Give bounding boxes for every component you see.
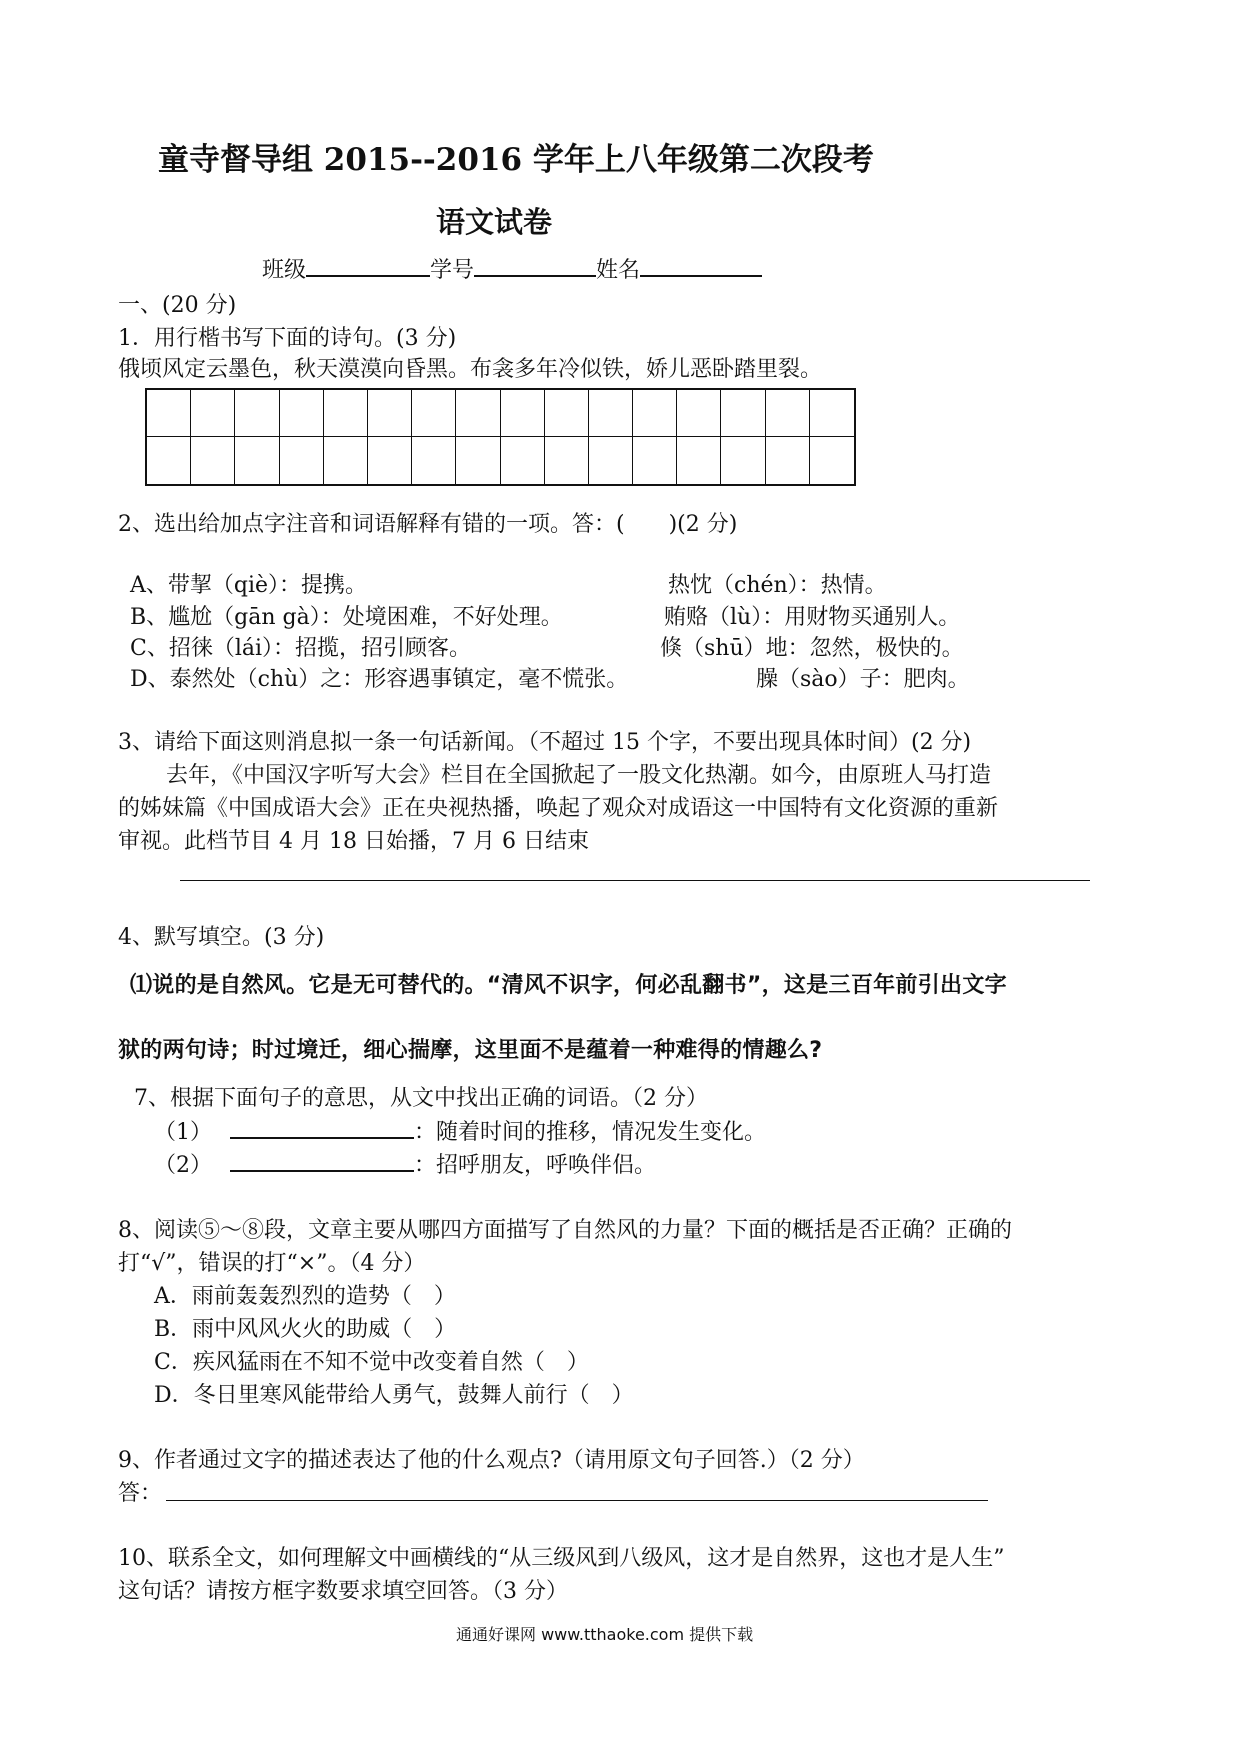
- grid-cell[interactable]: [456, 437, 500, 484]
- grid-cell[interactable]: [766, 437, 810, 484]
- grid-cell[interactable]: [280, 390, 324, 437]
- q4-prompt: 4、默写填空。(3 分): [118, 925, 325, 950]
- q10-prompt-line-1: 10、联系全文，如何理解文中画横线的“从三级风到八级风，这才是自然界，这也才是人生”: [118, 1546, 1005, 1571]
- grid-cell[interactable]: [766, 390, 810, 437]
- class-field[interactable]: [306, 255, 430, 277]
- q7-item-2-text: ：招呼朋友，呼唤伴侣。: [414, 1153, 657, 1178]
- q8-option-d[interactable]: D．冬日里寒风能带给人勇气，鼓舞人前行（ ）: [154, 1383, 634, 1408]
- q7-item-1-num: （1）: [154, 1120, 212, 1145]
- exam-subtitle: 语文试卷: [436, 205, 553, 239]
- q1-poem: 俄顷风定云墨色，秋天漠漠向昏黑。布衾多年冷似铁，娇儿恶卧踏里裂。: [118, 357, 823, 382]
- grid-cell[interactable]: [501, 437, 545, 484]
- grid-cell[interactable]: [235, 390, 279, 437]
- grid-cell[interactable]: [456, 390, 500, 437]
- name-field[interactable]: [640, 255, 762, 277]
- grid-cell[interactable]: [412, 390, 456, 437]
- name-label: 姓名: [596, 258, 641, 283]
- q8-prompt-line-2: 打“√”，错误的打“×”。（4 分）: [118, 1251, 426, 1276]
- q7-blank-1[interactable]: [230, 1117, 414, 1139]
- q4-passage-line-1: ⑴说的是自然风。它是无可替代的。“清风不识字，何必乱翻书”，这是三百年前引出文字: [130, 973, 1007, 998]
- q7-item-1: [230, 1115, 766, 1146]
- number-label: 学号: [430, 258, 475, 283]
- section-one-label: 一、(20 分): [118, 293, 237, 318]
- q2-option-a-right: 热忱（chén）：热情。: [668, 573, 887, 598]
- grid-cell[interactable]: [633, 390, 677, 437]
- q9-answer-label: 答：: [118, 1481, 163, 1506]
- q7-prompt: 7、根据下面句子的意思，从文中找出正确的词语。（2 分）: [134, 1086, 708, 1111]
- q8-prompt-line-1: 8、阅读⑤～⑧段，文章主要从哪四方面描写了自然风的力量？下面的概括是否正确？正确的: [118, 1218, 1013, 1243]
- q3-paragraph-line-1: 去年，《中国汉字听写大会》栏目在全国掀起了一股文化热潮。如今，由原班人马打造: [166, 763, 992, 788]
- grid-cell[interactable]: [235, 437, 279, 484]
- grid-cell[interactable]: [147, 390, 191, 437]
- grid-cell[interactable]: [412, 437, 456, 484]
- number-field[interactable]: [474, 255, 596, 277]
- grid-cell[interactable]: [191, 437, 235, 484]
- q9-answer-line[interactable]: [166, 1500, 988, 1501]
- grid-cell[interactable]: [677, 390, 721, 437]
- grid-cell[interactable]: [368, 437, 412, 484]
- q2-prompt: 2、选出给加点字注音和词语解释有错的一项。答：( )(2 分): [118, 512, 738, 537]
- q2-option-d-left: D、泰然处（chù）之：形容遇事镇定，毫不慌张。: [130, 667, 629, 692]
- q3-prompt: 3、请给下面这则消息拟一条一句话新闻。（不超过 15 个字，不要出现具体时间）(2 分): [118, 730, 972, 755]
- grid-cell[interactable]: [589, 437, 633, 484]
- grid-cell[interactable]: [545, 390, 589, 437]
- grid-cell[interactable]: [324, 437, 368, 484]
- q2-option-c-right: 倏（shū）地：忽然，极快的。: [660, 636, 964, 661]
- q2-option-a-left: A、带挈（qiè）：提携。: [130, 573, 368, 598]
- q2-option-b-right: 贿赂（lù）：用财物买通别人。: [664, 605, 961, 630]
- footer-source: 通通好课网 www.tthaoke.com 提供下载: [456, 1625, 754, 1644]
- q3-paragraph-line-3: 审视。此档节目 4 月 18 日始播，7 月 6 日结束: [118, 829, 589, 854]
- exam-title: 童寺督导组 2015--2016 学年上八年级第二次段考: [158, 142, 874, 178]
- grid-cell[interactable]: [721, 437, 765, 484]
- grid-cell[interactable]: [677, 437, 721, 484]
- q10-prompt-line-2: 这句话？请按方框字数要求填空回答。（3 分）: [118, 1579, 568, 1604]
- q1-prompt: 1．用行楷书写下面的诗句。(3 分): [118, 326, 457, 351]
- q3-answer-line[interactable]: [180, 880, 1090, 881]
- grid-cell[interactable]: [810, 390, 854, 437]
- q8-option-a[interactable]: A．雨前轰轰烈烈的造势（ ）: [154, 1284, 456, 1309]
- q2-option-d-right: 臊（sào）子：肥肉。: [756, 667, 970, 692]
- q8-option-c[interactable]: C．疾风猛雨在不知不觉中改变着自然（ ）: [154, 1350, 589, 1375]
- writing-grid[interactable]: [145, 388, 856, 486]
- q4-passage-line-2: 狱的两句诗；时过境迁，细心揣摩，这里面不是蕴着一种难得的情趣么?: [118, 1038, 823, 1063]
- class-label: 班级: [262, 258, 307, 283]
- grid-cell[interactable]: [589, 390, 633, 437]
- q7-item-1-text: ：随着时间的推移，情况发生变化。: [414, 1120, 767, 1145]
- grid-cell[interactable]: [147, 437, 191, 484]
- student-info: [262, 253, 762, 284]
- q2-option-c-left: C、招徕（lái）：招揽，招引顾客。: [130, 636, 472, 661]
- q9-prompt: 9、作者通过文字的描述表达了他的什么观点?（请用原文句子回答.）（2 分）: [118, 1448, 865, 1473]
- q7-item-2: [230, 1148, 656, 1179]
- q7-blank-2[interactable]: [230, 1150, 414, 1172]
- grid-cell[interactable]: [280, 437, 324, 484]
- grid-cell[interactable]: [191, 390, 235, 437]
- grid-cell[interactable]: [501, 390, 545, 437]
- grid-cell[interactable]: [368, 390, 412, 437]
- q3-paragraph-line-2: 的姊妹篇《中国成语大会》正在央视热播，唤起了观众对成语这一中国特有文化资源的重新: [118, 796, 999, 821]
- q2-option-b-left: B、尴尬（gān gà）：处境困难，不好处理。: [130, 605, 563, 630]
- grid-cell[interactable]: [633, 437, 677, 484]
- grid-cell[interactable]: [324, 390, 368, 437]
- q8-option-b[interactable]: B．雨中风风火火的助威（ ）: [154, 1317, 457, 1342]
- grid-cell[interactable]: [721, 390, 765, 437]
- grid-cell[interactable]: [810, 437, 854, 484]
- grid-cell[interactable]: [545, 437, 589, 484]
- q7-item-2-num: （2）: [154, 1153, 212, 1178]
